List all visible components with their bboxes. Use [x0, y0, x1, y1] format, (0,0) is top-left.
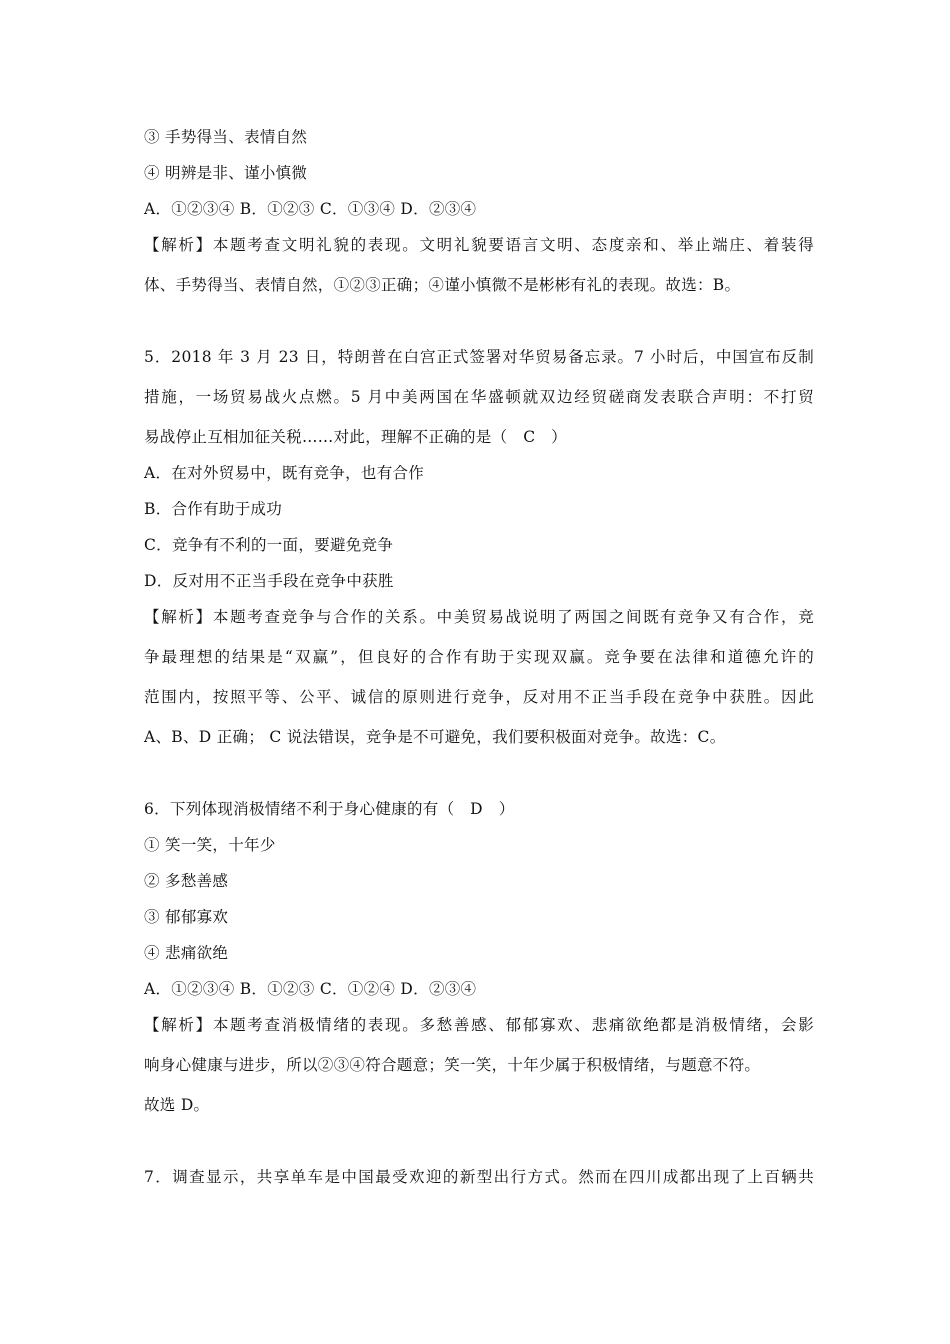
q4-analysis-line: 体、手势得当、表情自然，①②③正确；④谨小慎微不是彬彬有礼的表现。故选：B。 [144, 276, 741, 294]
q5-option-c: C．竞争有不利的一面，要避免竞争 [144, 536, 394, 554]
q4-item-3: ③ 手势得当、表情自然 [144, 128, 308, 146]
q4-item-4: ④ 明辨是非、谨小慎微 [144, 164, 308, 182]
q5-stem-line: 措施，一场贸易战火点燃。5 月中美两国在华盛顿就双边经贸磋商发表联合声明：不打贸 [144, 388, 814, 406]
q5-analysis-line: 争最理想的结果是“双赢”，但良好的合作有助于实现双赢。竞争要在法律和道德允许的 [144, 648, 814, 666]
q5-analysis-line: A、B、D 正确； C 说法错误，竞争是不可避免，我们要积极面对竞争。故选：C。 [144, 728, 726, 746]
q6-options: A．①②③④ B．①②③ C．①②④ D．②③④ [144, 980, 477, 998]
q6-item-2: ② 多愁善感 [144, 872, 229, 890]
q5-option-d: D．反对用不正当手段在竞争中获胜 [144, 572, 394, 590]
q6-analysis-line: 响身心健康与进步，所以②③④符合题意；笑一笑，十年少属于积极情绪，与题意不符。 [144, 1056, 761, 1074]
q4-analysis-line: 【解析】本题考查文明礼貌的表现。文明礼貌要语言文明、态度亲和、举止端庄、着装得 [144, 236, 814, 254]
q6-analysis-line: 【解析】本题考查消极情绪的表现。多愁善感、郁郁寡欢、悲痛欲绝都是消极情绪，会影 [144, 1016, 814, 1034]
q5-analysis-line: 范围内，按照平等、公平、诚信的原则进行竞争，反对用不正当手段在竞争中获胜。因此 [144, 688, 814, 706]
q7-stem: 7．调查显示，共享单车是中国最受欢迎的新型出行方式。然而在四川成都出现了上百辆共 [144, 1168, 814, 1186]
q6-item-4: ④ 悲痛欲绝 [144, 944, 229, 962]
q6-stem: 6．下列体现消极情绪不利于身心健康的有（ D ） [144, 800, 515, 818]
q5-stem-line: 5．2018 年 3 月 23 日，特朗普在白宫正式签署对华贸易备忘录。7 小时后，中国宣布反制 [144, 348, 814, 366]
q5-stem-line: 易战停止互相加征关税……对此，理解不正确的是（ C ） [144, 428, 567, 446]
q5-option-a: A．在对外贸易中，既有竞争，也有合作 [144, 464, 425, 482]
q5-option-b: B．合作有助于成功 [144, 500, 283, 518]
q5-analysis-line: 【解析】本题考查竞争与合作的关系。中美贸易战说明了两国之间既有竞争又有合作，竞 [144, 608, 814, 626]
q4-options: A．①②③④ B．①②③ C．①③④ D．②③④ [144, 200, 477, 218]
q6-item-1: ① 笑一笑，十年少 [144, 836, 276, 854]
q6-item-3: ③ 郁郁寡欢 [144, 908, 229, 926]
q6-analysis-line: 故选 D。 [144, 1096, 210, 1114]
